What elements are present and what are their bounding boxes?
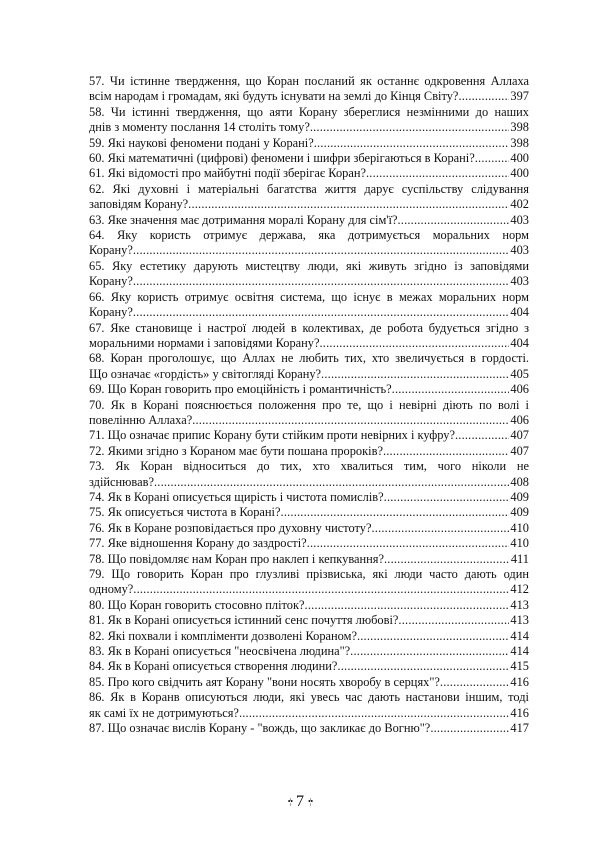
toc-page-number: 407 xyxy=(510,443,529,458)
toc-entry-text: одному? xyxy=(89,582,134,597)
dot-leader xyxy=(392,382,510,397)
dot-leader xyxy=(192,413,509,428)
toc-entry xyxy=(89,644,529,659)
toc-entry-text: 85. Про кого свідчить аят Корану "вони носять хворобу в серцях"? xyxy=(89,674,440,689)
toc-page-number: 398 xyxy=(510,135,529,150)
toc-entry-text: 74. Як в Корані описується щирість і чистота помислів? xyxy=(89,489,384,504)
toc-page-number: 417 xyxy=(510,721,529,736)
toc-entry xyxy=(89,351,529,382)
toc-page-number: 398 xyxy=(510,120,529,135)
toc-entry-text: 57. Чи істинне твердження, що Коран посланий як останнє одкровення Аллаха xyxy=(89,74,529,88)
toc-entry-text: 78. Що повідомляє нам Коран про наклеп і кепкування? xyxy=(89,551,384,566)
toc-page-number: 409 xyxy=(510,505,529,520)
toc-page-number: 416 xyxy=(510,674,529,689)
toc-entry-text: 69. Що Коран говорить про емоційність і романтичність? xyxy=(89,382,392,397)
toc-entry-text: Корану? xyxy=(89,274,133,289)
toc-page-number: 400 xyxy=(510,151,529,166)
dot-leader xyxy=(305,598,510,613)
dot-leader xyxy=(321,367,509,382)
toc-page-number: 400 xyxy=(510,166,529,181)
toc-page-number: 403 xyxy=(510,212,529,227)
toc-entry-text: моральними нормами і заповідями Корану? xyxy=(89,335,320,350)
toc-page-number: 408 xyxy=(510,474,529,489)
toc-entry-text: 81. Як в Корані описується істинний сенс почуття любові? xyxy=(89,613,399,628)
dot-leader xyxy=(383,444,509,459)
toc-entry-text: 83. Як в Корані описується "неосвічена людина"? xyxy=(89,644,351,659)
toc-entry xyxy=(89,259,529,290)
toc-entry-text: здійснював? xyxy=(89,474,154,489)
page-footer xyxy=(0,793,600,811)
dot-leader xyxy=(430,721,509,736)
toc-entry-text: 80. Що Коран говорить стосовно пліток? xyxy=(89,597,305,612)
toc-page-number: 403 xyxy=(510,274,529,289)
toc-entry xyxy=(89,382,529,397)
toc-entry-text: 61. Які відомості про майбутні події зберігає Коран? xyxy=(89,166,366,181)
toc-entry-text: днів з моменту послання 14 століть тому? xyxy=(89,120,310,135)
toc-entry xyxy=(89,521,529,536)
page-number: 7 xyxy=(296,793,304,810)
toc-entry-text: 63. Яке значення має дотримання моралі Корану для сім'ї? xyxy=(89,212,398,227)
toc-page-number: 409 xyxy=(510,489,529,504)
toc-page-number: 406 xyxy=(510,382,529,397)
toc-page-number: 411 xyxy=(510,551,529,566)
toc-entry xyxy=(89,505,529,520)
toc-entry-text: 86. Як в Коранв описуються люди, які увесь час дають настанови іншим, тоді xyxy=(89,690,529,705)
toc-page-number: 416 xyxy=(510,705,529,720)
toc-entry xyxy=(89,321,529,352)
toc-page-number: 403 xyxy=(510,243,529,258)
toc-entry-text: всім народам і громадам, які будуть існувати на землі до Кінця Світу? xyxy=(89,89,459,104)
dot-leader xyxy=(475,151,510,166)
toc-entry-text: як самі їх не дотримуються? xyxy=(89,705,239,720)
dot-leader xyxy=(281,505,510,520)
dot-leader xyxy=(398,613,509,628)
toc-page-number: 410 xyxy=(510,520,529,535)
toc-entry-text: 67. Яке становище і настрої людей в колективах, де робота будується згідно з xyxy=(89,320,529,335)
toc-entry-text: 82. Які похвали і компліменти дозволені Кораном? xyxy=(89,628,357,643)
dot-leader xyxy=(440,675,510,690)
toc-page-number: 405 xyxy=(510,366,529,381)
toc-page-number: 413 xyxy=(510,597,529,612)
toc-page-number: 414 xyxy=(510,628,529,643)
toc-page-number: 410 xyxy=(510,536,529,551)
toc-entry-text: 70. Як в Корані пояснюється положення про те, що і невірні діють по волі і xyxy=(89,397,529,412)
toc-entry-text: 68. Коран проголошує, що Аллах не любить тих, хто звеличується в гордості. xyxy=(89,351,529,366)
toc-entry-text: 64. Яку користь отримує держава, яка дотримується моральних норм xyxy=(89,228,529,243)
toc-page-number: 407 xyxy=(510,428,529,443)
toc-entry xyxy=(89,721,529,736)
toc-page-number: 415 xyxy=(510,659,529,674)
toc-entry xyxy=(89,151,529,166)
toc-entry xyxy=(89,428,529,443)
toc-entry-text: 66. Яку користь отримує освітня система, що існує в межах моральних норм xyxy=(89,289,529,304)
toc-entry xyxy=(89,444,529,459)
dot-leader xyxy=(133,582,509,597)
toc-entry xyxy=(89,629,529,644)
dot-leader xyxy=(384,490,510,505)
dot-leader xyxy=(455,428,509,443)
toc-entry-text: 79. Що говорить Коран про глузливі прізвиська, які люди часто дають один xyxy=(89,567,529,581)
toc-entry-text: Що означає «гордість» у світогляді Корану? xyxy=(89,366,322,381)
toc-entry-text: 87. Що означає вислів Корану - "вождь, що закликає до Вогню"? xyxy=(89,721,431,736)
toc-entry-text: 58. Чи істинні твердження, що аяти Корану збереглися незмінними до наших xyxy=(89,104,529,119)
toc-entry-text: Корану? xyxy=(89,305,133,320)
ornament-left-icon: •¦• xyxy=(287,797,292,806)
toc-entry-text: 65. Яку естетику дарують мистецтву люди, які живуть згідно із заповідями xyxy=(89,258,529,273)
toc-entry xyxy=(89,105,529,136)
toc-entry xyxy=(89,290,529,321)
dot-leader xyxy=(337,659,509,674)
toc-page-number: 406 xyxy=(510,412,529,427)
dot-leader xyxy=(188,197,509,212)
toc-entry xyxy=(89,166,529,181)
toc-entry-text: 62. Які духовні і матеріальні багатства життя дарує суспільству слідування xyxy=(89,181,529,196)
toc-entry xyxy=(89,182,529,213)
toc-entry xyxy=(89,459,529,490)
toc-entry xyxy=(89,228,529,259)
toc-entry xyxy=(89,490,529,505)
toc-page-number: 413 xyxy=(510,613,529,628)
toc-entry-text: 84. Як в Корані описується створення людини? xyxy=(89,659,338,674)
toc-entry-text: 75. Як описується чистота в Корані? xyxy=(89,505,281,520)
dot-leader xyxy=(133,243,510,258)
toc-entry xyxy=(89,536,529,551)
dot-leader xyxy=(357,629,509,644)
table-of-contents xyxy=(89,74,529,736)
dot-leader xyxy=(310,120,510,135)
dot-leader xyxy=(384,552,510,567)
dot-leader xyxy=(133,305,510,320)
dot-leader xyxy=(397,213,509,228)
toc-entry-text: 71. Що означає припис Корану бути стійким проти невірних і куфру? xyxy=(89,428,455,443)
dot-leader xyxy=(133,274,510,289)
dot-leader xyxy=(154,475,509,490)
dot-leader xyxy=(320,336,510,351)
toc-entry xyxy=(89,675,529,690)
dot-leader xyxy=(314,136,510,151)
toc-entry-text: 76. Як в Коране розповідається про духовну чистоту? xyxy=(89,520,372,535)
dot-leader xyxy=(458,89,509,104)
toc-page-number: 404 xyxy=(510,335,529,350)
toc-entry-text: заповідям Корану? xyxy=(89,197,189,212)
toc-entry xyxy=(89,613,529,628)
toc-entry xyxy=(89,567,529,598)
toc-entry xyxy=(89,690,529,721)
toc-entry-text: 59. Які наукові феномени подані у Корані? xyxy=(89,135,314,150)
toc-entry xyxy=(89,213,529,228)
toc-entry-text: 73. Як Коран відноситься до тих, хто хвалиться тим, чого ніколи не xyxy=(89,459,529,474)
toc-page-number: 414 xyxy=(510,644,529,659)
toc-entry-text: 72. Якими згідно з Кораном має бути пошана пророків? xyxy=(89,443,383,458)
toc-page-number: 397 xyxy=(510,89,529,104)
toc-entry-text: 77. Яке відношення Корану до заздрості? xyxy=(89,536,307,551)
toc-entry-text: повелінню Аллаха? xyxy=(89,412,193,427)
toc-entry xyxy=(89,598,529,613)
toc-entry-text: Корану? xyxy=(89,243,133,258)
dot-leader xyxy=(371,521,509,536)
toc-page-number: 402 xyxy=(510,197,529,212)
dot-leader xyxy=(350,644,509,659)
ornament-right-icon: •¦• xyxy=(308,797,313,806)
toc-entry-text: 60. Які математичні (цифрові) феномени і шифри зберігаються в Корані? xyxy=(89,151,475,166)
toc-page-number: 412 xyxy=(510,582,529,597)
toc-entry xyxy=(89,136,529,151)
toc-entry xyxy=(89,74,529,105)
dot-leader xyxy=(366,166,509,181)
toc-entry xyxy=(89,552,529,567)
toc-entry xyxy=(89,398,529,429)
toc-entry xyxy=(89,659,529,674)
dot-leader xyxy=(239,706,509,721)
dot-leader xyxy=(307,536,510,551)
toc-page-number: 404 xyxy=(510,305,529,320)
